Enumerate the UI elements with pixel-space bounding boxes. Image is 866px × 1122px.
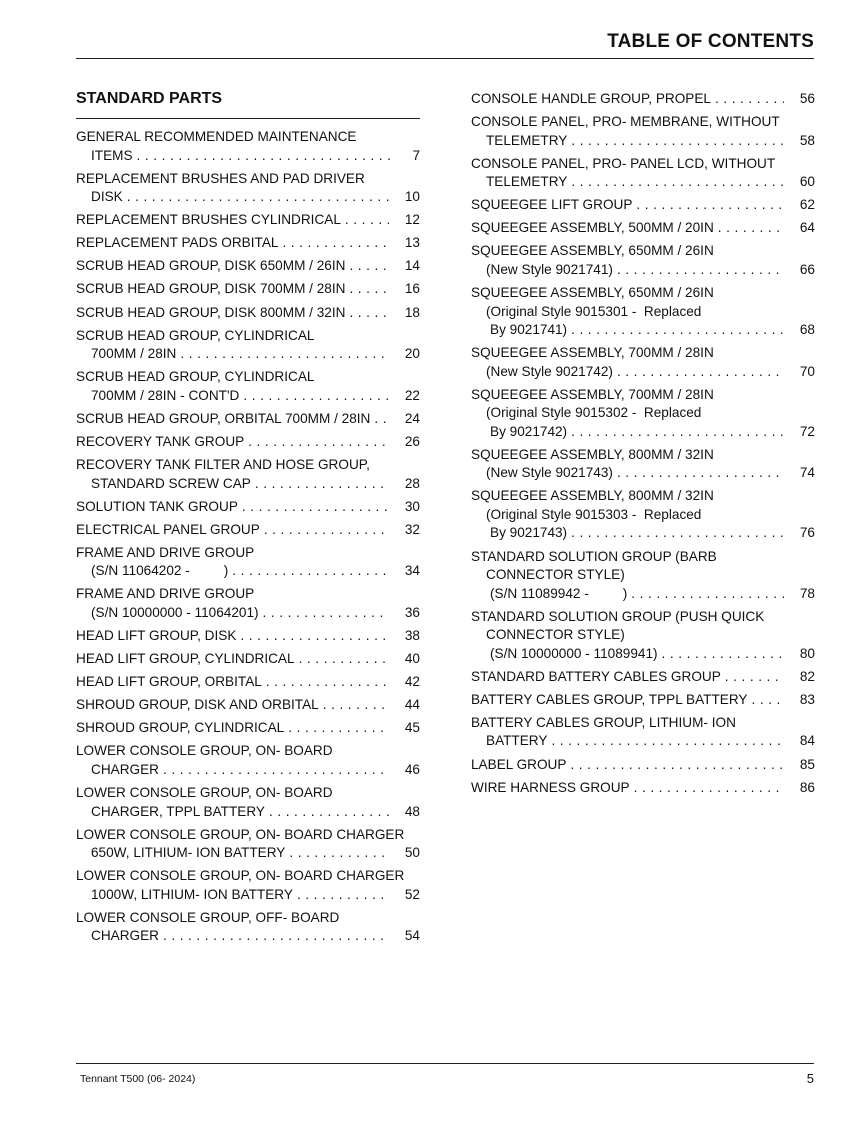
toc-entry-page: 54 <box>404 928 420 944</box>
toc-entry-title: SHROUD GROUP, DISK AND ORBITAL <box>76 697 319 713</box>
toc-entry-page: 83 <box>799 691 815 707</box>
toc-entry <box>471 219 815 238</box>
toc-entry-title: CHARGER <box>91 928 159 944</box>
toc-entry <box>76 867 420 904</box>
toc-entry-title: BATTERY CABLES GROUP, TPPL BATTERY <box>471 691 748 707</box>
toc-entry-title: LOWER CONSOLE GROUP, ON- BOARD <box>76 785 333 801</box>
toc-entry-title: (S/N 11089942 - ) <box>490 585 628 601</box>
toc-entry-title: LOWER CONSOLE GROUP, ON- BOARD CHARGER <box>76 826 405 842</box>
toc-leader-dots <box>297 886 389 905</box>
toc-entry-page: 40 <box>404 651 420 667</box>
toc-leader-dots <box>248 433 389 452</box>
toc-entry <box>76 170 420 207</box>
toc-entry-title: SQUEEGEE LIFT GROUP <box>471 197 633 213</box>
toc-entry-title: HEAD LIFT GROUP, CYLINDRICAL <box>76 651 295 667</box>
section-rule <box>76 118 420 119</box>
toc-leader-dots <box>137 147 397 166</box>
toc-leader-dots <box>264 521 389 540</box>
toc-entry-title: CONNECTOR STYLE) <box>486 567 625 583</box>
toc-entry-title: FRAME AND DRIVE GROUP <box>76 586 255 602</box>
toc-entry-title: RECOVERY TANK FILTER AND HOSE GROUP, <box>76 457 370 473</box>
toc-entry-title: LOWER CONSOLE GROUP, ON- BOARD CHARGER <box>76 868 405 884</box>
toc-entry-title: CONSOLE HANDLE GROUP, PROPEL <box>471 91 711 106</box>
toc-entry-title: BATTERY CABLES GROUP, LITHIUM- ION <box>471 714 736 730</box>
toc-entry-title: ELECTRICAL PANEL GROUP <box>76 521 260 537</box>
toc-entry-title: SQUEEGEE ASSEMBLY, 650MM / 26IN <box>471 243 714 259</box>
toc-entry-page: 20 <box>404 346 420 362</box>
toc-entry-page: 24 <box>404 410 420 426</box>
toc-entry-page: 60 <box>799 174 815 190</box>
toc-entry-title: (Original Style 9015301 - Replaced <box>486 303 702 319</box>
toc-entry-page: 46 <box>404 761 420 777</box>
toc-entry-title: REPLACEMENT PADS ORBITAL <box>76 235 279 251</box>
toc-entry-title: 700MM / 28IN - CONT'D <box>91 387 240 403</box>
toc-entry-title: SQUEEGEE ASSEMBLY, 800MM / 32IN <box>471 488 714 504</box>
toc-entry <box>471 155 815 192</box>
toc-entry <box>76 585 420 622</box>
toc-entry-title: SCRUB HEAD GROUP, ORBITAL 700MM / 28IN <box>76 410 371 426</box>
toc-entry-page: 82 <box>799 668 815 684</box>
toc-leader-dots <box>571 423 784 442</box>
toc-leader-dots <box>163 927 389 946</box>
toc-entry-title: DISK <box>91 189 123 205</box>
toc-entry-page: 12 <box>404 212 420 228</box>
toc-leader-dots <box>282 234 388 253</box>
toc-entry-title: STANDARD SOLUTION GROUP (PUSH QUICK <box>471 608 765 624</box>
toc-entry <box>471 196 815 215</box>
toc-entry-page: 70 <box>799 363 815 379</box>
toc-entry <box>471 90 815 109</box>
toc-entry-title: LOWER CONSOLE GROUP, ON- BOARD <box>76 743 333 759</box>
toc-entry-title: LOWER CONSOLE GROUP, OFF- BOARD <box>76 909 340 925</box>
toc-entry <box>76 433 420 452</box>
toc-leader-dots <box>127 188 389 207</box>
toc-entry-page: 76 <box>799 525 815 541</box>
toc-entry <box>76 909 420 946</box>
toc-entry-title: By 9021741) <box>490 322 568 338</box>
section-title: STANDARD PARTS <box>76 90 223 107</box>
toc-entry <box>76 544 420 581</box>
toc-leader-dots <box>349 304 388 323</box>
toc-entry <box>76 410 420 429</box>
toc-leader-dots <box>617 363 784 382</box>
toc-entry-title: FRAME AND DRIVE GROUP <box>76 544 255 560</box>
toc-entry-title: LABEL GROUP <box>471 756 567 772</box>
toc-entry <box>76 826 420 863</box>
toc-entry-title: SHROUD GROUP, CYLINDRICAL <box>76 720 285 736</box>
toc-entry-title: (New Style 9021741) <box>486 261 613 277</box>
toc-entry-title: SOLUTION TANK GROUP <box>76 498 238 514</box>
toc-leader-dots <box>242 498 389 517</box>
toc-entry-title: By 9021743) <box>490 525 568 541</box>
toc-leader-dots <box>570 756 783 775</box>
toc-entry <box>471 344 815 381</box>
toc-entry-title: SCRUB HEAD GROUP, DISK 800MM / 32IN <box>76 304 346 320</box>
toc-entry <box>76 742 420 779</box>
toc-entry-page: 36 <box>404 604 420 620</box>
toc-entry-title: By 9021742) <box>490 423 568 439</box>
header-rule <box>76 58 814 59</box>
toc-entry-page: 10 <box>404 189 420 205</box>
toc-leader-dots <box>631 585 784 604</box>
toc-entry <box>76 498 420 517</box>
toc-leader-dots <box>345 211 389 230</box>
toc-entry-title: SCRUB HEAD GROUP, CYLINDRICAL <box>76 369 315 385</box>
toc-entry-title: CONNECTOR STYLE) <box>486 627 625 643</box>
toc-entry <box>471 548 815 604</box>
toc-entry-page: 22 <box>404 387 420 403</box>
toc-entry-page: 14 <box>404 258 420 274</box>
toc-entry-title: SCRUB HEAD GROUP, CYLINDRICAL <box>76 327 315 343</box>
toc-entry-title: (Original Style 9015303 - Replaced <box>486 506 702 522</box>
toc-entry-title: SQUEEGEE ASSEMBLY, 500MM / 20IN <box>471 220 714 236</box>
toc-leader-dots <box>323 696 389 715</box>
toc-entry <box>76 280 420 299</box>
toc-entry <box>76 257 420 276</box>
toc-entry <box>76 128 420 165</box>
toc-entry-page: 68 <box>799 322 815 338</box>
toc-leader-dots <box>374 410 389 429</box>
toc-entry-page: 26 <box>404 433 420 449</box>
toc-leader-dots <box>551 732 783 751</box>
toc-leader-dots <box>634 779 784 798</box>
toc-leader-dots <box>180 345 389 364</box>
toc-entry-title: REPLACEMENT BRUSHES AND PAD DRIVER <box>76 170 365 186</box>
toc-entry-page: 80 <box>799 645 815 661</box>
toc-entry-title: HEAD LIFT GROUP, DISK <box>76 628 237 643</box>
toc-entry <box>471 756 815 775</box>
toc-leader-dots <box>571 132 784 151</box>
toc-entry-title: SCRUB HEAD GROUP, DISK 700MM / 28IN <box>76 281 346 297</box>
toc-entry-page: 16 <box>404 281 420 297</box>
toc-entry <box>471 668 815 687</box>
page-number: 5 <box>806 1071 814 1086</box>
toc-entry-title: RECOVERY TANK GROUP <box>76 433 245 449</box>
toc-leader-dots <box>163 761 389 780</box>
toc-entry-page: 74 <box>799 465 815 481</box>
toc-entry-title: CONSOLE PANEL, PRO- PANEL LCD, WITHOUT <box>471 155 776 171</box>
toc-leader-dots <box>752 691 784 710</box>
toc-leader-dots <box>269 803 389 822</box>
toc-entry-page: 62 <box>799 197 815 213</box>
toc-entry-title: 1000W, LITHIUM- ION BATTERY <box>91 886 293 902</box>
toc-entry <box>76 521 420 540</box>
toc-entry-page: 66 <box>799 261 815 277</box>
toc-leader-dots <box>349 280 388 299</box>
toc-entry-title: HEAD LIFT GROUP, ORBITAL <box>76 674 262 690</box>
toc-leader-dots <box>288 719 389 738</box>
toc-leader-dots <box>299 650 389 669</box>
toc-leader-dots <box>255 475 389 494</box>
toc-entry-page: 32 <box>404 521 420 537</box>
toc-entry-page: 45 <box>404 720 420 736</box>
toc-entry-title: STANDARD BATTERY CABLES GROUP <box>471 668 721 684</box>
toc-entry <box>76 304 420 323</box>
toc-entry-title: TELEMETRY <box>486 174 568 190</box>
toc-entry-page: 7 <box>412 147 420 163</box>
toc-entry-title: BATTERY <box>486 733 548 749</box>
toc-right-column <box>471 90 815 802</box>
toc-entry <box>76 784 420 821</box>
toc-entry <box>471 714 815 751</box>
toc-entry-page: 48 <box>404 803 420 819</box>
toc-entry-title: 700MM / 28IN <box>91 346 177 362</box>
toc-entry-page: 52 <box>404 886 420 902</box>
toc-leader-dots <box>243 387 388 406</box>
toc-leader-dots <box>571 321 784 340</box>
footer-rule <box>76 1063 814 1064</box>
toc-leader-dots <box>662 645 784 664</box>
toc-leader-dots <box>571 524 784 543</box>
toc-entry-title: (S/N 10000000 - 11064201) <box>91 604 259 620</box>
toc-entry <box>76 627 420 646</box>
toc-entry-page: 13 <box>404 235 420 251</box>
toc-entry <box>471 242 815 279</box>
toc-entry-page: 64 <box>799 220 815 236</box>
toc-entry-title: CHARGER <box>91 761 159 777</box>
toc-entry-page: 78 <box>799 585 815 601</box>
toc-entry <box>471 386 815 442</box>
toc-entry-page: 58 <box>799 132 815 148</box>
toc-entry-title: 650W, LITHIUM- ION BATTERY <box>91 845 286 861</box>
toc-entry <box>76 211 420 230</box>
toc-entry <box>471 779 815 798</box>
toc-entry-title: (S/N 11064202 - ) <box>91 563 229 579</box>
toc-entry-title: CHARGER, TPPL BATTERY <box>91 803 265 819</box>
toc-entry-title: SQUEEGEE ASSEMBLY, 650MM / 26IN <box>471 285 714 301</box>
toc-leader-dots <box>718 219 784 238</box>
toc-leader-dots <box>636 196 783 215</box>
toc-entry <box>76 696 420 715</box>
toc-entry-title: ITEMS <box>91 147 133 163</box>
toc-leader-dots <box>715 90 784 109</box>
toc-entry-title: (New Style 9021742) <box>486 363 613 379</box>
toc-leader-dots <box>349 257 388 276</box>
toc-entry-title: WIRE HARNESS GROUP <box>471 779 630 795</box>
toc-entry-title: STANDARD SOLUTION GROUP (BARB <box>471 548 717 564</box>
toc-leader-dots <box>266 673 389 692</box>
toc-entry-title: STANDARD SCREW CAP <box>91 475 251 491</box>
toc-entry-page: 42 <box>404 674 420 690</box>
toc-entry-title: (S/N 10000000 - 11089941) <box>490 645 658 661</box>
toc-entry <box>471 113 815 150</box>
toc-entry-title: (Original Style 9015302 - Replaced <box>486 405 702 421</box>
toc-entry <box>76 456 420 493</box>
toc-entry-page: 34 <box>404 563 420 579</box>
toc-entry-page: 30 <box>404 498 420 514</box>
toc-entry-title: SQUEEGEE ASSEMBLY, 800MM / 32IN <box>471 446 714 462</box>
footer-document-id: Tennant T500 (06- 2024) <box>80 1073 196 1085</box>
toc-leader-dots <box>725 668 784 687</box>
toc-entry-title: SQUEEGEE ASSEMBLY, 700MM / 28IN <box>471 345 714 361</box>
toc-entry-page: 56 <box>799 91 815 106</box>
toc-entry-page: 72 <box>799 423 815 439</box>
toc-entry-page: 86 <box>799 779 815 795</box>
toc-entry <box>76 368 420 405</box>
toc-leader-dots <box>617 261 784 280</box>
toc-entry <box>76 719 420 738</box>
toc-leader-dots <box>571 173 784 192</box>
toc-entry-page: 44 <box>404 697 420 713</box>
toc-left-column <box>76 128 420 950</box>
toc-entry <box>471 487 815 543</box>
toc-entry <box>76 327 420 364</box>
toc-entry-title: TELEMETRY <box>486 132 568 148</box>
toc-entry-title: (New Style 9021743) <box>486 465 613 481</box>
page-title: TABLE OF CONTENTS <box>607 31 814 52</box>
toc-leader-dots <box>289 844 389 863</box>
toc-entry <box>76 673 420 692</box>
toc-entry <box>471 608 815 664</box>
toc-entry-page: 28 <box>404 475 420 491</box>
toc-leader-dots <box>232 562 389 581</box>
toc-entry <box>471 691 815 710</box>
toc-leader-dots <box>617 464 784 483</box>
toc-entry-title: SCRUB HEAD GROUP, DISK 650MM / 26IN <box>76 258 346 274</box>
toc-entry-title: REPLACEMENT BRUSHES CYLINDRICAL <box>76 212 341 228</box>
toc-entry <box>471 284 815 340</box>
toc-leader-dots <box>240 627 388 646</box>
toc-entry-page: 18 <box>404 304 420 320</box>
toc-entry <box>76 650 420 669</box>
toc-entry-title: SQUEEGEE ASSEMBLY, 700MM / 28IN <box>471 386 714 402</box>
toc-entry-page: 38 <box>404 628 420 643</box>
toc-entry <box>471 446 815 483</box>
toc-entry-page: 84 <box>799 733 815 749</box>
toc-entry <box>76 234 420 253</box>
toc-entry-title: GENERAL RECOMMENDED MAINTENANCE <box>76 129 357 144</box>
toc-entry-page: 50 <box>404 845 420 861</box>
toc-entry-page: 85 <box>799 756 815 772</box>
toc-leader-dots <box>263 604 389 623</box>
toc-entry-title: CONSOLE PANEL, PRO- MEMBRANE, WITHOUT <box>471 114 780 130</box>
